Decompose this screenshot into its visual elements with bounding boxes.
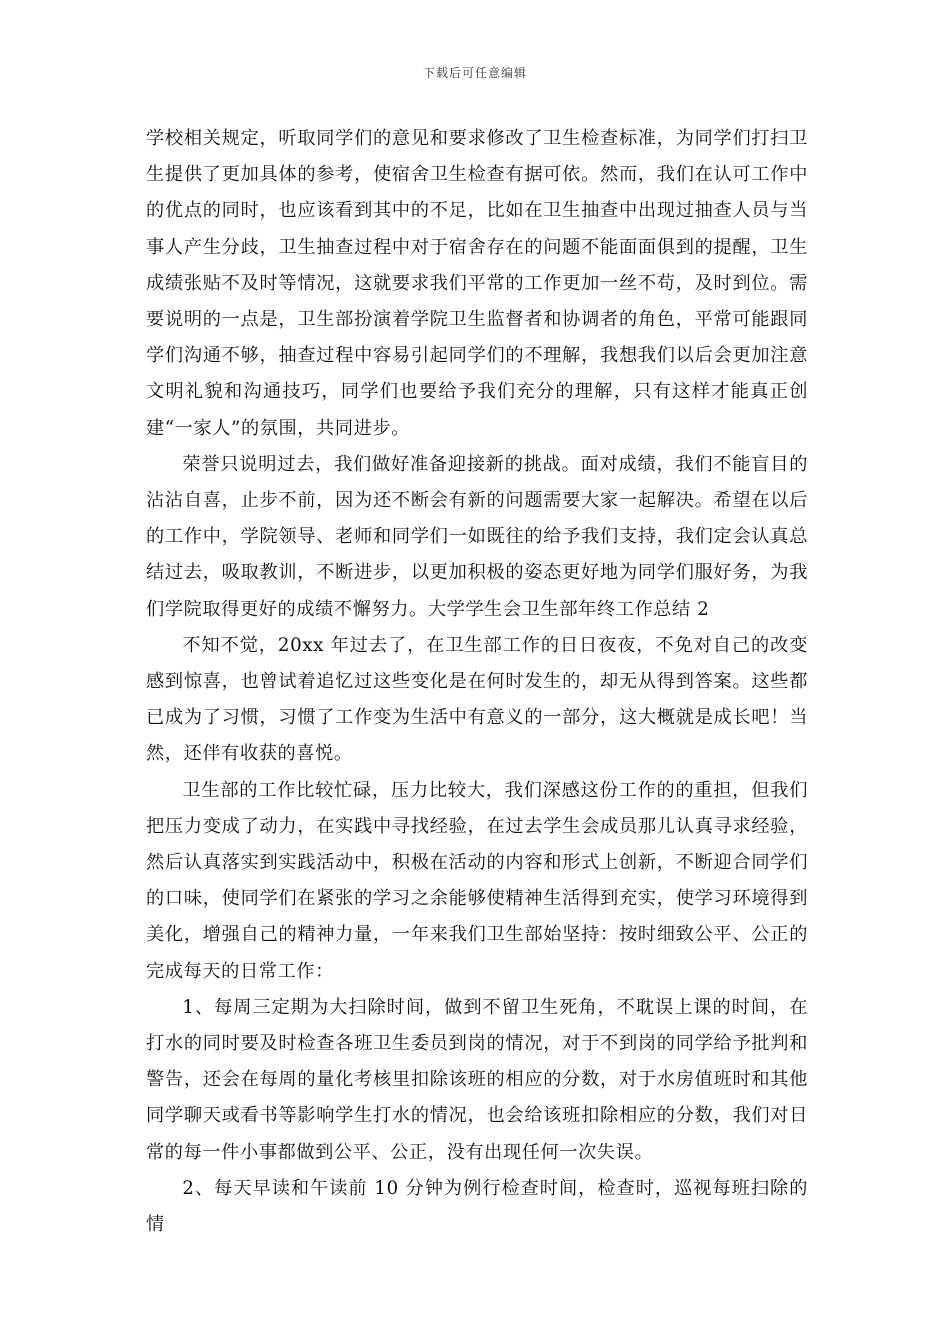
paragraph-2: 荣誉只说明过去，我们做好准备迎接新的挑战。面对成绩，我们不能盲目的沾沾自喜，止步不前，因为还不断会有新的问题需要大家一起解决。希望在以后的工作中，学院领导、老师和同学们一如既往的给予我们支持，我们定会认真总结过去，吸取教训，不断进步，以更加积极的姿态更好地为同学们服好务，为我们学院取得更好的成绩不懈努力。大学学生会卫生部年终工作总结 2 [146,453,808,620]
paragraph-3: 不知不觉，20xx 年过去了，在卫生部工作的日日夜夜，不免对自己的改变感到惊喜，也曾试着追忆过这些变化是在何时发生的，却无从得到答案。这些都已成为了习惯，习惯了工作变为生活中有意义的一部分，这大概就是成长吧！当然，还伴有收获的喜悦。 [146,634,808,765]
paragraph-6: 2、每天早读和午读前 10 分钟为例行检查时间，检查时，巡视每班扫除的情 [146,1177,808,1236]
paragraph-5: 1、每周三定期为大扫除时间，做到不留卫生死角，不耽误上课的时间，在打水的同时要及时检查各班卫生委员到岗的情况，对于不到岗的同学给予批判和警告，还会在每周的量化考核里扣除该班的相应的分数，对于水房值班时和其他同学聊天或看书等影响学生打水的情况，也会给该班扣除相应的分数，我们对日常的每一件小事都做到公平、公正，没有出现任何一次失误。 [146,996,808,1163]
paragraph-1: 学校相关规定，听取同学们的意见和要求修改了卫生检查标准，为同学们打扫卫生提供了更加具体的参考，使宿舍卫生检查有据可依。然而，我们在认可工作中的优点的同时，也应该看到其中的不足，比如在卫生抽查中出现过抽查人员与当事人产生分歧，卫生抽查过程中对于宿舍存在的问题不能面面俱到的提醒，卫生成绩张贴不及时等情况，这就要求我们平常的工作更加一丝不苟，及时到位。需要说明的一点是，卫生部扮演着学院卫生监督者和协调者的角色，平常可能跟同学们沟通不够，抽查过程中容易引起同学们的不理解，我想我们以后会更加注意文明礼貌和沟通技巧，同学们也要给予我们充分的理解，只有这样才能真正创建“一家人”的氛围，共同进步。 [146,128,808,439]
paragraph-4: 卫生部的工作比较忙碌，压力比较大，我们深感这份工作的的重担，但我们把压力变成了动力，在实践中寻找经验，在过去学生会成员那儿认真寻求经验，然后认真落实到实践活动中，积极在活动的内容和形式上创新，不断迎合同学们的口味，使同学们在紧张的学习之余能够使精神生活得到充实，使学习环境得到美化，增强自己的精神力量，一年来我们卫生部始坚持：按时细致公平、公正的完成每天的日常工作： [146,779,808,982]
document-body [146,121,808,1243]
page-header: 下载后可任意编辑 [422,66,527,80]
